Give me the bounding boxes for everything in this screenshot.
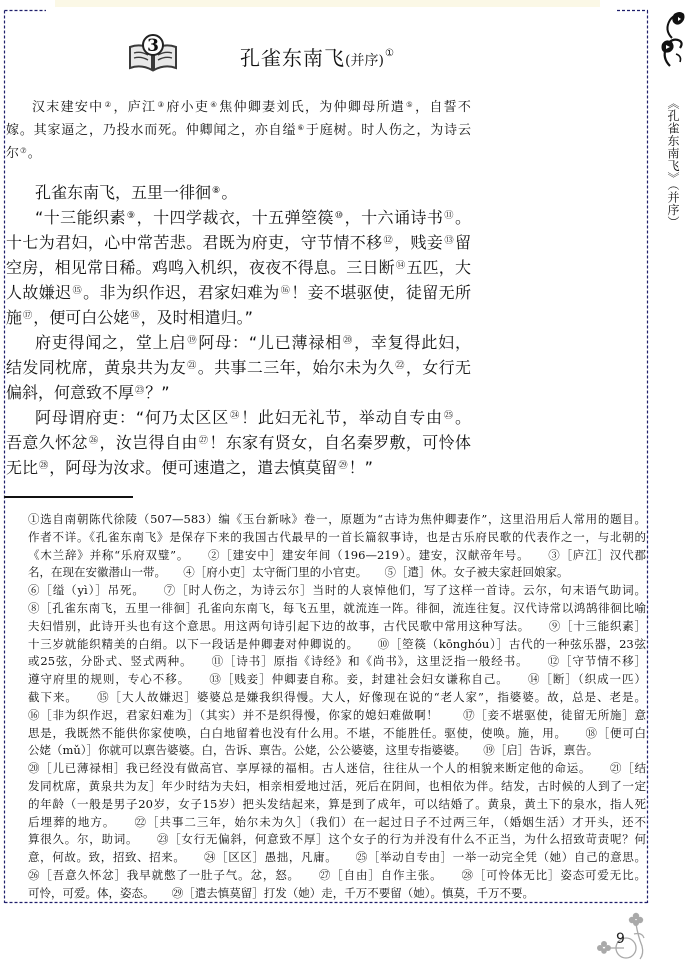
poem-paragraph	[6, 180, 471, 205]
note-marker: ㉒	[395, 359, 405, 371]
text-line: ㉖［吾意久怀忿］我早就憋了一肚子气。忿，怒。 ㉗［自由］自作主张。 ㉘［可怜体无比］姿态可爱无比。	[28, 867, 646, 882]
page-title	[240, 41, 394, 74]
note-marker: ⑪	[444, 209, 454, 221]
note-marker: ⑱	[130, 309, 140, 321]
note-marker: ⑭	[395, 259, 406, 271]
note-marker: ⑧	[212, 184, 221, 196]
text-line: ⑥［缢（yì）］吊死。 ⑦［时人伤之，为诗云尔］当时的人哀悼他们，写了这样一首诗。云尔，句末语气助词。	[28, 583, 646, 598]
text-line: 意，何故。致，招致、招来。 ㉔［区区］愚拙，凡庸。 ㉕［举动自专由］一举一动完全凭（她）自己的意思。	[28, 850, 646, 865]
note-marker: ⑳	[343, 334, 354, 346]
page-number: 9	[616, 931, 625, 947]
poem-paragraph	[6, 405, 471, 480]
swirl-ornament-icon	[656, 8, 690, 68]
text-line: 汉末建安中②，庐江③府小吏④焦仲卿妻刘氏，为仲卿母所遣⑤，自誓不	[32, 99, 471, 115]
text-line: 结发同枕席，黄泉共为友$^㉑$。共事二三年，始尔未为久$^㉒$，女行无	[6, 358, 471, 377]
note-marker: ㉔	[230, 409, 241, 421]
text-line: 夫妇惜别，此诗开头也有这个意思。用这两句诗引起下边的故事，古代民歌中常用这种写法。 ⑨［十三能织素］	[28, 618, 646, 633]
text-line: 人故嫌迟⑮。非为织作迟，君家妇难为⑯！妾不堪驱使，徒留无所	[6, 283, 471, 302]
side-chapter-label: 《孔雀东南飞》（并序）	[666, 97, 680, 229]
note-marker: ㉗	[198, 434, 209, 446]
text-line: 孔雀东南飞，五里一徘徊⑧。	[35, 183, 238, 202]
title-text: 孔雀东南飞	[240, 46, 345, 70]
svg-text:3: 3	[147, 36, 159, 56]
text-line: ⑯［非为织作迟，君家妇难为］（其实）并不是织得慢，你家的媳妇难做啊！ ⑰［妾不堪驱使，徒留无所施］意	[28, 707, 646, 722]
text-line: 嫁。其家逼之，乃投水而死。仲卿闻之，亦自缢⑥于庭树。时人伤之，为诗云	[6, 122, 471, 138]
text-line: ①选自南朝陈代徐陵（507—583）编《玉台新咏》卷一，原题为“古诗为焦仲卿妻作”，这里沿用后人常用的题目。	[28, 512, 646, 526]
footnotes	[28, 511, 646, 903]
text-line: 《木兰辞》并称“乐府双璧”。 ②［建安中］建安年间（196—219）。建安，汉献帝年号。 ③［庐江］汉代郡	[28, 547, 646, 562]
text-line: 十七为君妇，心中常苦悲。君既为府吏，守节情不移⑫，贱妾⑬留	[6, 233, 471, 252]
note-marker: ㉓	[135, 384, 145, 396]
poem-paragraph	[6, 330, 471, 405]
note-marker: ⑫	[383, 234, 394, 246]
note-marker: ⑬	[444, 234, 454, 246]
preface	[6, 96, 471, 165]
text-line: 算很久。尔，助词。 ㉓［女行无偏斜，何意致不厚］这个女子的行为并没有什么不正当，为什么招致苛责呢？何	[28, 832, 646, 847]
note-marker: ㉙	[338, 459, 348, 471]
note-marker: ⑩	[334, 209, 344, 221]
footnote-paragraph	[28, 511, 646, 582]
text-line: 无比$^㉘$，阿母为汝求。便可速遣之，遣去慎莫留$^㉙$！”	[6, 458, 373, 477]
note-marker: ⑤	[406, 99, 415, 109]
note-marker: ⑰	[23, 309, 33, 321]
title-suffix: (并序)	[345, 53, 384, 69]
footnote-paragraph	[28, 582, 646, 760]
note-marker: ⑦	[20, 145, 27, 155]
preface-paragraph	[6, 96, 471, 165]
note-marker: ⑲	[187, 334, 198, 346]
footnote-paragraph	[28, 760, 646, 902]
text-line: 或25弦，分卧式、竖式两种。 ⑪［诗书］原指《诗经》和《尚书》，这里泛指一般经书。 ⑫［守节情不移］	[28, 654, 646, 669]
note-marker: ②	[104, 99, 113, 109]
title-note-marker: ①	[384, 48, 394, 59]
text-line: 思是，我既然不能供你家使唤，白白地留着也没有什么用。不堪，不能胜任。驱使，使唤。施，用。 ⑱［便可白	[28, 725, 646, 740]
note-marker: ⑯	[280, 284, 291, 296]
text-line: “十三能织素⑨，十四学裁衣，十五弹箜篌⑩，十六诵诗书⑪。	[35, 208, 471, 227]
note-marker: ⑨	[126, 209, 136, 221]
note-marker: ㉕	[443, 409, 454, 421]
text-line: 作者不详。《孔雀东南飞》是保存下来的我国古代最早的一首长篇叙事诗，也是古乐府民歌的代表作之一，与北朝的	[28, 529, 646, 544]
footnote-divider	[4, 496, 133, 498]
text-line: 后埋葬的地方。 ㉒［共事二三年，始尔未为久］（我们）在一起过日子不过两三年，（婚姻生活）才开头，还不	[28, 814, 646, 829]
note-marker: ④	[210, 99, 219, 109]
text-line: 遵守府里的规则，专心不移。 ⑬［贱妾］仲卿妻自称。妾，封建社会妇女谦称自己。 ⑭［断］（织成一匹）	[28, 672, 646, 687]
text-line: 阿母谓府吏：“何乃太区区$^㉔$！此妇无礼节，举动自专由$^㉕$。	[35, 408, 471, 427]
note-marker: ⑮	[72, 284, 83, 296]
text-line: 名，在现在安徽潜山一带。 ④［府小吏］太守衙门里的小官吏。 ⑤［遣］休。女子被夫家赶回娘家。	[28, 565, 569, 580]
top-band	[55, 0, 600, 7]
text-line: 十三岁就能织精美的白绢。以下一段话是仲卿妻对仲卿说的。 ⑩［箜篌（kōnghóu）］古代的一种弦乐器，23弦	[28, 636, 646, 651]
text-line: ⑧［孔雀东南飞，五里一徘徊］孔雀向东南飞，每飞五里，就流连一阵。徘徊，流连往复。汉代诗常以鸿鹄徘徊比喻	[28, 600, 646, 615]
book-number-3-icon	[127, 30, 179, 74]
text-line: 偏斜，何意致不厚$^㉓$？”	[6, 383, 170, 402]
text-line: 府吏得闻之，堂上启⑲阿母：“儿已薄禄相⑳，幸复得此妇，	[35, 333, 471, 352]
text-line: 发同枕席，黄泉共为友］年少时结为夫妇，相亲相爱地过活，死后在阴间，也相依为伴。结发，古时候的人到了一定	[28, 778, 646, 793]
note-marker: ㉖	[88, 434, 99, 446]
poem-paragraph	[6, 205, 471, 330]
text-line: 截下来。 ⑮［大人故嫌迟］婆婆总是嫌我织得慢。大人，好像现在说的“老人家”，指婆婆。故，总是、老是。	[28, 689, 646, 704]
note-marker: ③	[157, 99, 166, 109]
note-marker: ㉘	[39, 459, 49, 471]
text-line: 吾意久怀忿$^㉖$，汝岂得自由$^㉗$！东家有贤女，自名秦罗敷，可怜体	[6, 433, 471, 452]
text-line: 空房，相见常日稀。鸡鸣入机织，夜夜不得息。三日断⑭五匹，大	[6, 258, 471, 277]
text-line: 尔⑦。	[6, 145, 41, 161]
text-line: 公姥（mǔ）］你就可以禀告婆婆。白，告诉、禀告。公姥，公公婆婆，这里专指婆婆。 ⑲［启］告诉，禀告。	[28, 743, 599, 758]
text-line: 可怜，可爱。体，姿态。 ㉙［遣去慎莫留］打发（她）走，千万不要留（她）。慎莫，千万不要。	[28, 885, 534, 900]
text-line: ⑳［儿已薄禄相］我已经没有做高官、享厚禄的福相。古人迷信，往往从一个人的相貌来断定他的命运。 ㉑［结	[28, 761, 646, 776]
note-marker: ㉑	[187, 359, 197, 371]
note-marker: ⑥	[297, 122, 305, 132]
text-line: 的年龄（一般是男子20岁，女子15岁）把头发结起来，算是到了成年，可以结婚了。黄泉，黄土下的泉水，指人死	[28, 796, 646, 811]
poem-body	[6, 180, 471, 480]
text-line: 施⑰，便可白公姥⑱，及时相遣归。”	[6, 308, 253, 327]
